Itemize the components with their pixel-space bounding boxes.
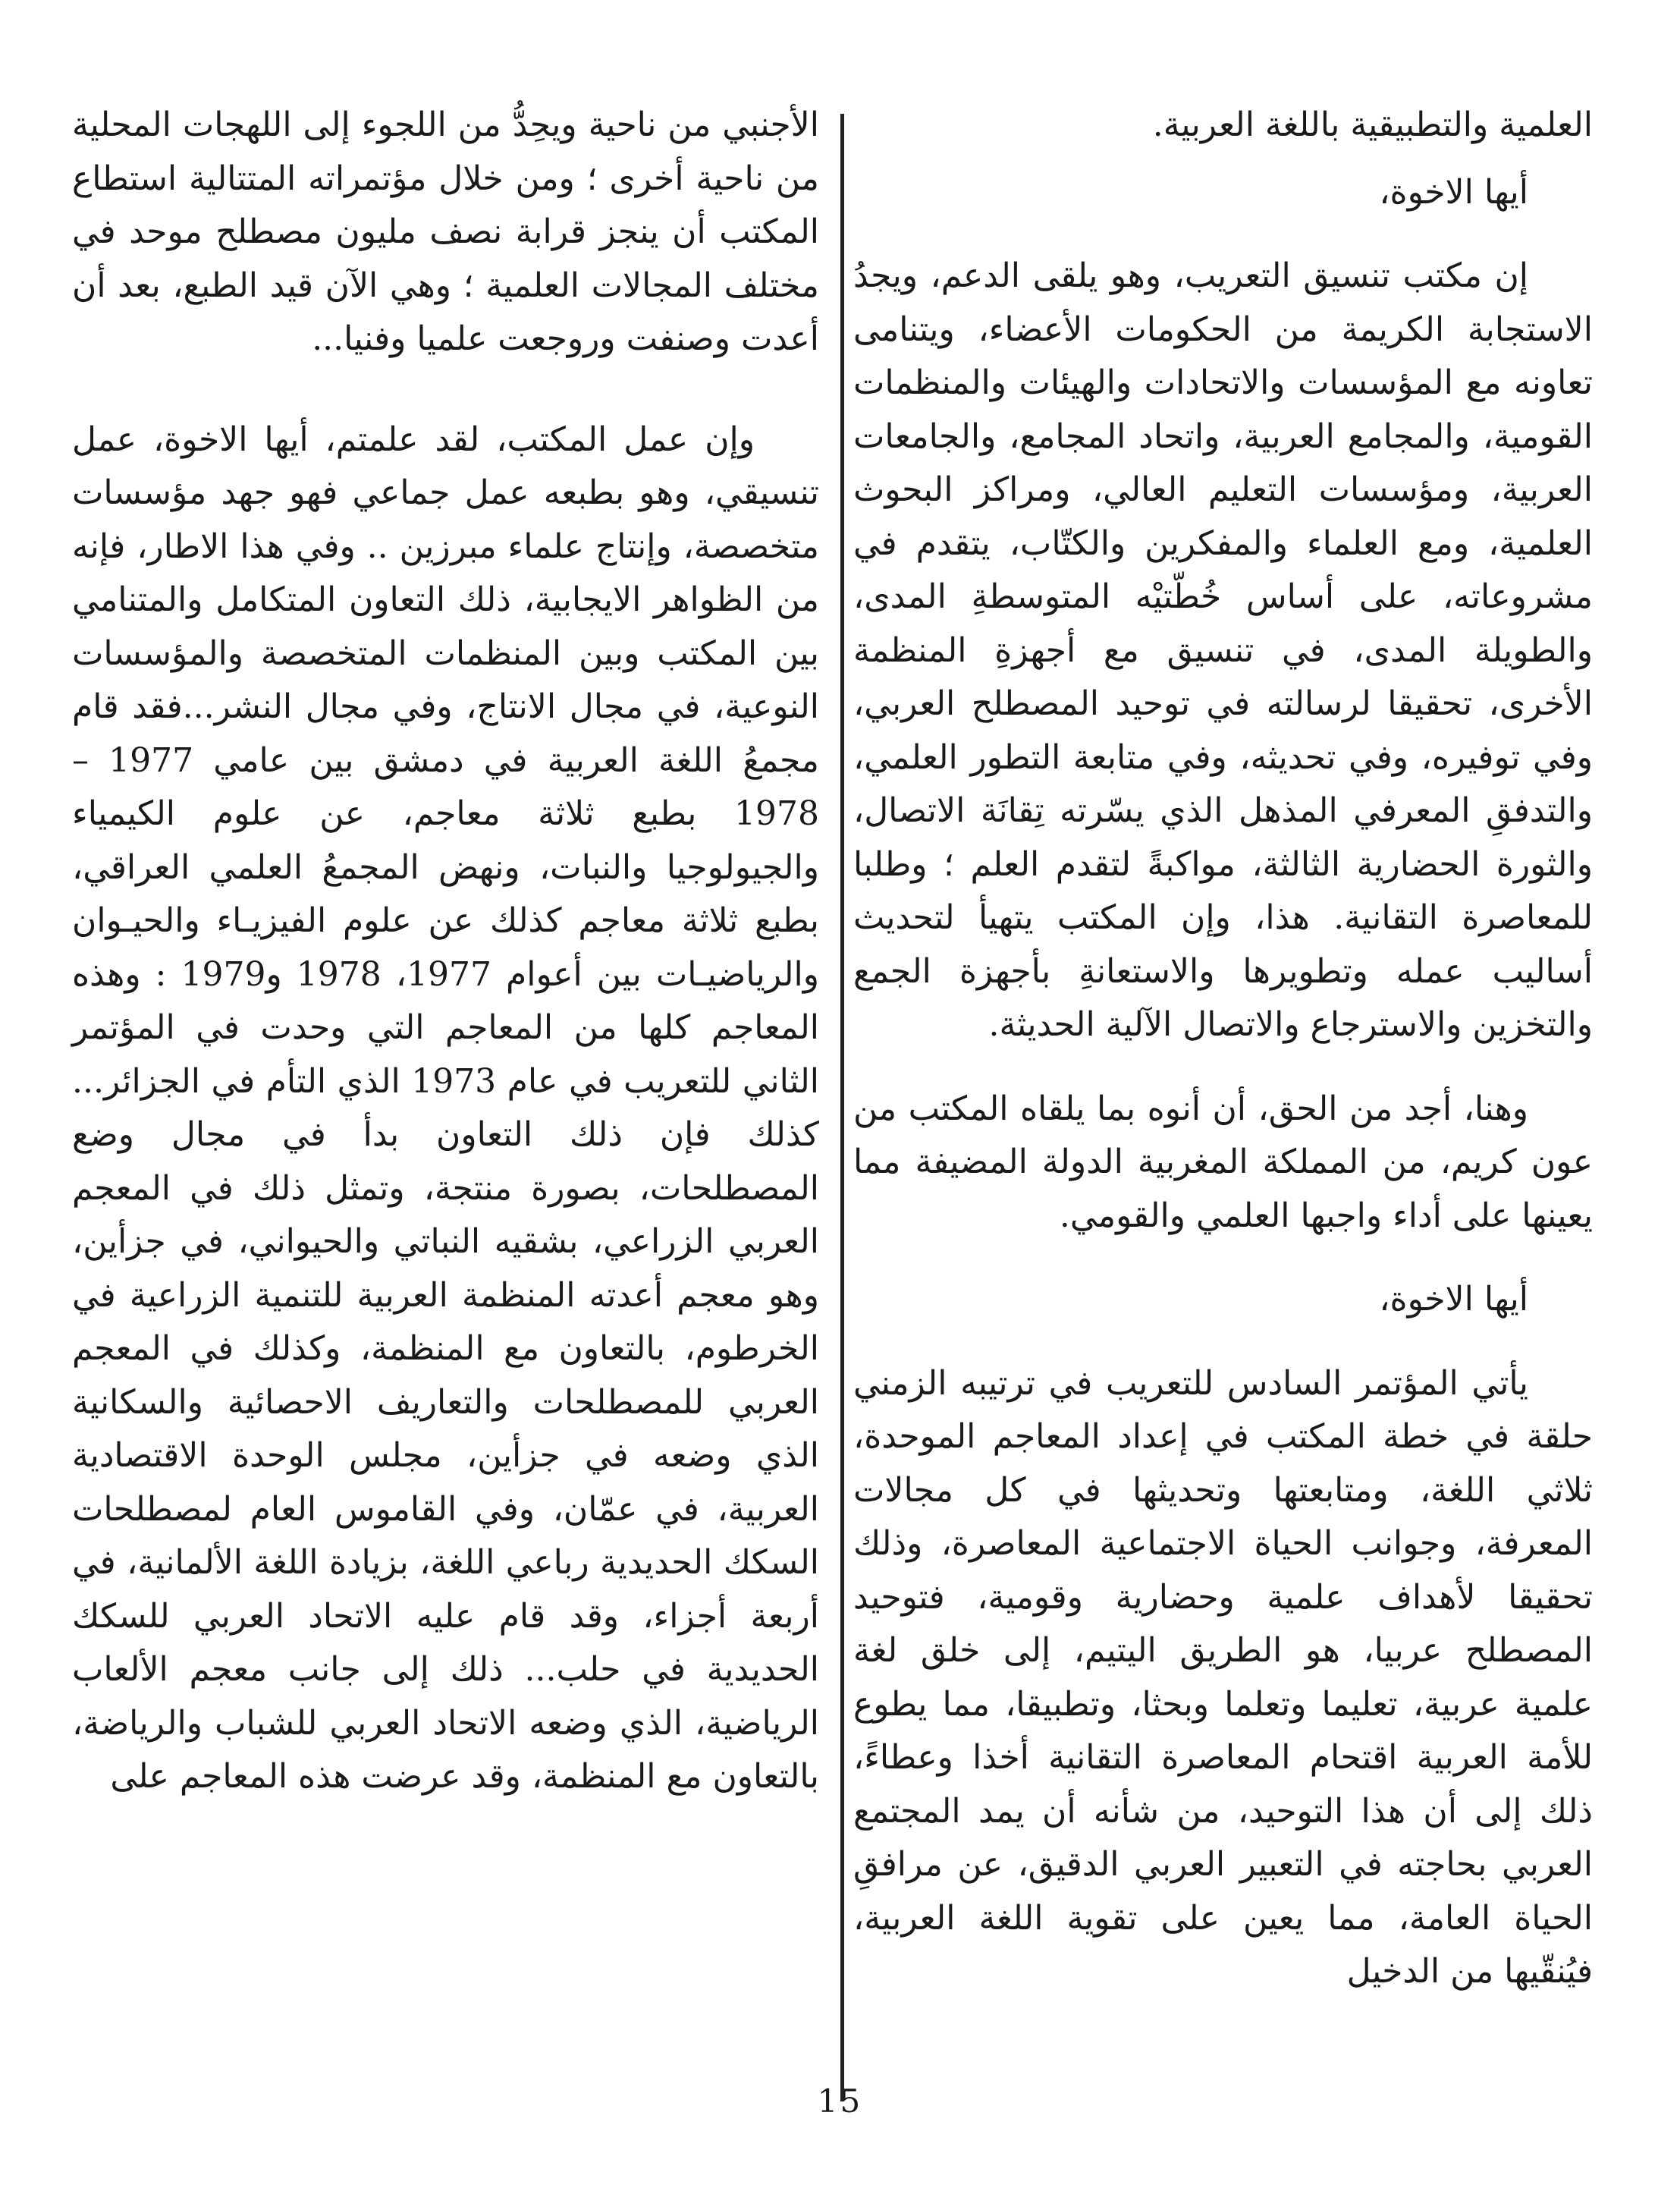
address-brothers-2: أيها الاخوة، xyxy=(1379,1280,1528,1319)
paragraph-unified-terms: الأجنبي من ناحية ويحِدُّ من اللجوء إلى اللهجات المحلية من ناحية أخرى ؛ ومن خلال مؤتمراته المتتالية استطاع المكتب أن ينجز قرابة نصف مليون مصطلح موحد في مختلف المجالات العلمية ؛ وهي الآن قيد الطبع، بعد أن أعدت وصنفت وروجعت علميا وفنيا... xyxy=(72,105,819,358)
address-brothers-1: أيها الاخوة، xyxy=(1379,172,1528,212)
page-number: 15 xyxy=(817,2083,863,2120)
paragraph-host-country-thanks: وهنا، أجد من الحق، أن أنوه بما يلقاه المكتب من عون كريم، من المملكة المغربية الدولة المضيفة مما يعينها على أداء واجبها العلمي والقومي. xyxy=(853,1089,1593,1235)
left-column xyxy=(72,99,819,1804)
paragraph-sixth-conference: يأتي المؤتمر السادس للتعريب في ترتيبه الزمني حلقة في خطة المكتب في إعداد المعاجم الموحدة، ثلاثي اللغة، ومتابعتها وتحديثها في كل مجالات المعرفة، وجوانب الحياة الاجتماعية المعاصرة، وذلك تحقيقا لأهداف علمية وحضارية وقومية، فتوحيد المصطلح عربيا، هو الطريق اليتيم، إلى خلق لغة علمية عربية، تعليما وتعلما وبحثا، وتطبيقا، مما يطوع للأمة العربية اقتحام المعاصرة التقانية أخذا وعطاءً، ذلك إلى أن هذا التوحيد، من شأنه أن يمد المجتمع العربي بحاجته في التعبير العربي الدقيق، عن مرافقِ الحياة العامة، مما يعين على تقوية اللغة العربية، فيُنقّيها من الدخيل xyxy=(853,1363,1593,1991)
column-divider xyxy=(840,114,844,2101)
paragraph-continuation: العلمية والتطبيقية باللغة العربية. xyxy=(1152,105,1593,144)
paragraph-coordination-office: إن مكتب تنسيق التعريب، وهو يلقى الدعم، ويجدُ الاستجابة الكريمة من الحكومات الأعضاء، ويتنامى تعاونه مع المؤسسات والاتحادات والهيئات والمنظمات القومية، والمجامع العربية، واتحاد المجامع، والجامعات العربية، ومؤسسات التعليم العالي، ومراكز البحوث العلمية، ومع العلماء والمفكرين والكتّاب، يتقدم في مشروعاته، على أساس خُطّتيْه المتوسطةِ المدى، والطويلة المدى، في تنسيق مع أجهزةِ المنظمة الأخرى، تحقيقا لرسالته في توحيد المصطلح العربي، وفي توفيره، وفي تحديثه، وفي متابعة التطور العلمي، والتدفقِ المعرفي المذهل الذي يسّرته تِقانَة الاتصال، والثورة الحضارية الثالثة، مواكبةً لتقدم العلم ؛ وطلبا للمعاصرة التقانية. هذا، وإن المكتب يتهيأ لتحديث أساليب عمله وتطويرها والاستعانةِ بأجهزة الجمع والتخزين والاسترجاع والاتصال الآلية الحديثة. xyxy=(853,256,1593,1044)
right-column xyxy=(853,99,1593,1999)
paragraph-office-work: وإن عمل المكتب، لقد علمتم، أيها الاخوة، عمل تنسيقي، وهو بطبعه عمل جماعي فهو جهد مؤسسات متخصصة، وإنتاج علماء مبرزين .. وفي هذا الاطار، فإنه من الظواهر الايجابية، ذلك التعاون المتكامل والمتنامي بين المكتب وبين المنظمات المتخصصة والمؤسسات النوعية، في مجال الانتاج، وفي مجال النشر...فقد قام مجمعُ اللغة العربية في دمشق بين عامي 1977 – 1978 بطبع ثلاثة معاجم، عن علوم الكيمياء والجيولوجيا والنبات، ونهض المجمعُ العلمي العراقي، بطبع ثلاثة معاجم كذلك عن علوم الفيزيـاء والحيـوان والرياضيـات بين أعوام 1977، 1978 و1979 : وهذه المعاجم كلها من المعاجم التي وحدت في المؤتمر الثاني للتعريب في عام 1973 الذي التأم في الجزائر... كذلك فإن ذلك التعاون بدأ في مجال وضع المصطلحات، بصورة منتجة، وتمثل ذلك في المعجم العربي الزراعي، بشقيه النباتي والحيواني، في جزأين، وهو معجم أعدته المنظمة العربية للتنمية الزراعية في الخرطوم، بالتعاون مع المنظمة، وكذلك في المعجم العربي للمصطلحات والتعاريف الاحصائية والسكانية الذي وضعه في جزأين، مجلس الوحدة الاقتصادية العربية، في عمّان، وفي القاموس العام لمصطلحات السكك الحديدية رباعي اللغة، بزيادة اللغة الألمانية، في أربعة أجزاء، وقد قام عليه الاتحاد العربي للسكك الحديدية في حلب... ذلك إلى جانب معجم الألعاب الرياضية، الذي وضعه الاتحاد العربي للشباب والرياضة، بالتعاون مع المنظمة، وقد عرضت هذه المعاجم على xyxy=(72,420,820,1796)
